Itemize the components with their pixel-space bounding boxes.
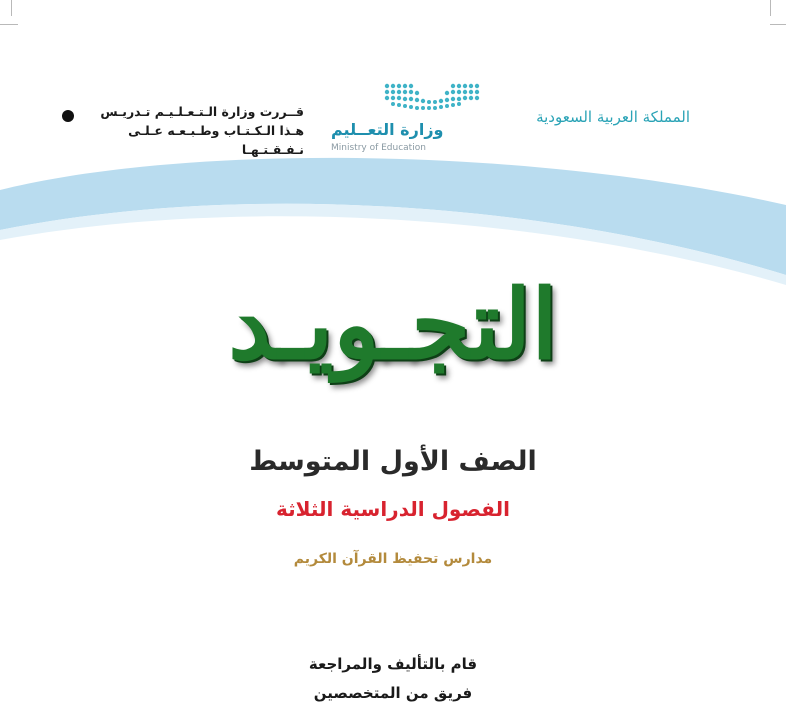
authors-credit: قام بالتأليف والمراجعة [308,655,478,673]
ministry-name-arabic: وزارة التعــليم [331,120,444,139]
approval-line: هـذا الـكـتـاب وطـبـعـه عـلـى نـفـقـتـهـا [128,123,304,157]
ministry-logo-icon [383,82,483,116]
semesters-label: الفصول الدراسية الثلاثة [276,497,510,521]
ministry-name-english: Ministry of Education [331,143,426,153]
cover-header [0,0,786,160]
schools-label: مدارس تحفيظ القرآن الكريم [293,551,493,567]
kingdom-name: المملكة العربية السعودية [536,108,690,126]
book-title: التجـويـد [228,268,558,381]
authors-team: فريق من المتخصصين [313,684,473,702]
grade-level: الصف الأول المتوسط [249,446,537,477]
bullet-icon [62,110,74,122]
approval-line: قــررت وزارة الـتـعـلـيـم تـدريـس [100,104,304,119]
